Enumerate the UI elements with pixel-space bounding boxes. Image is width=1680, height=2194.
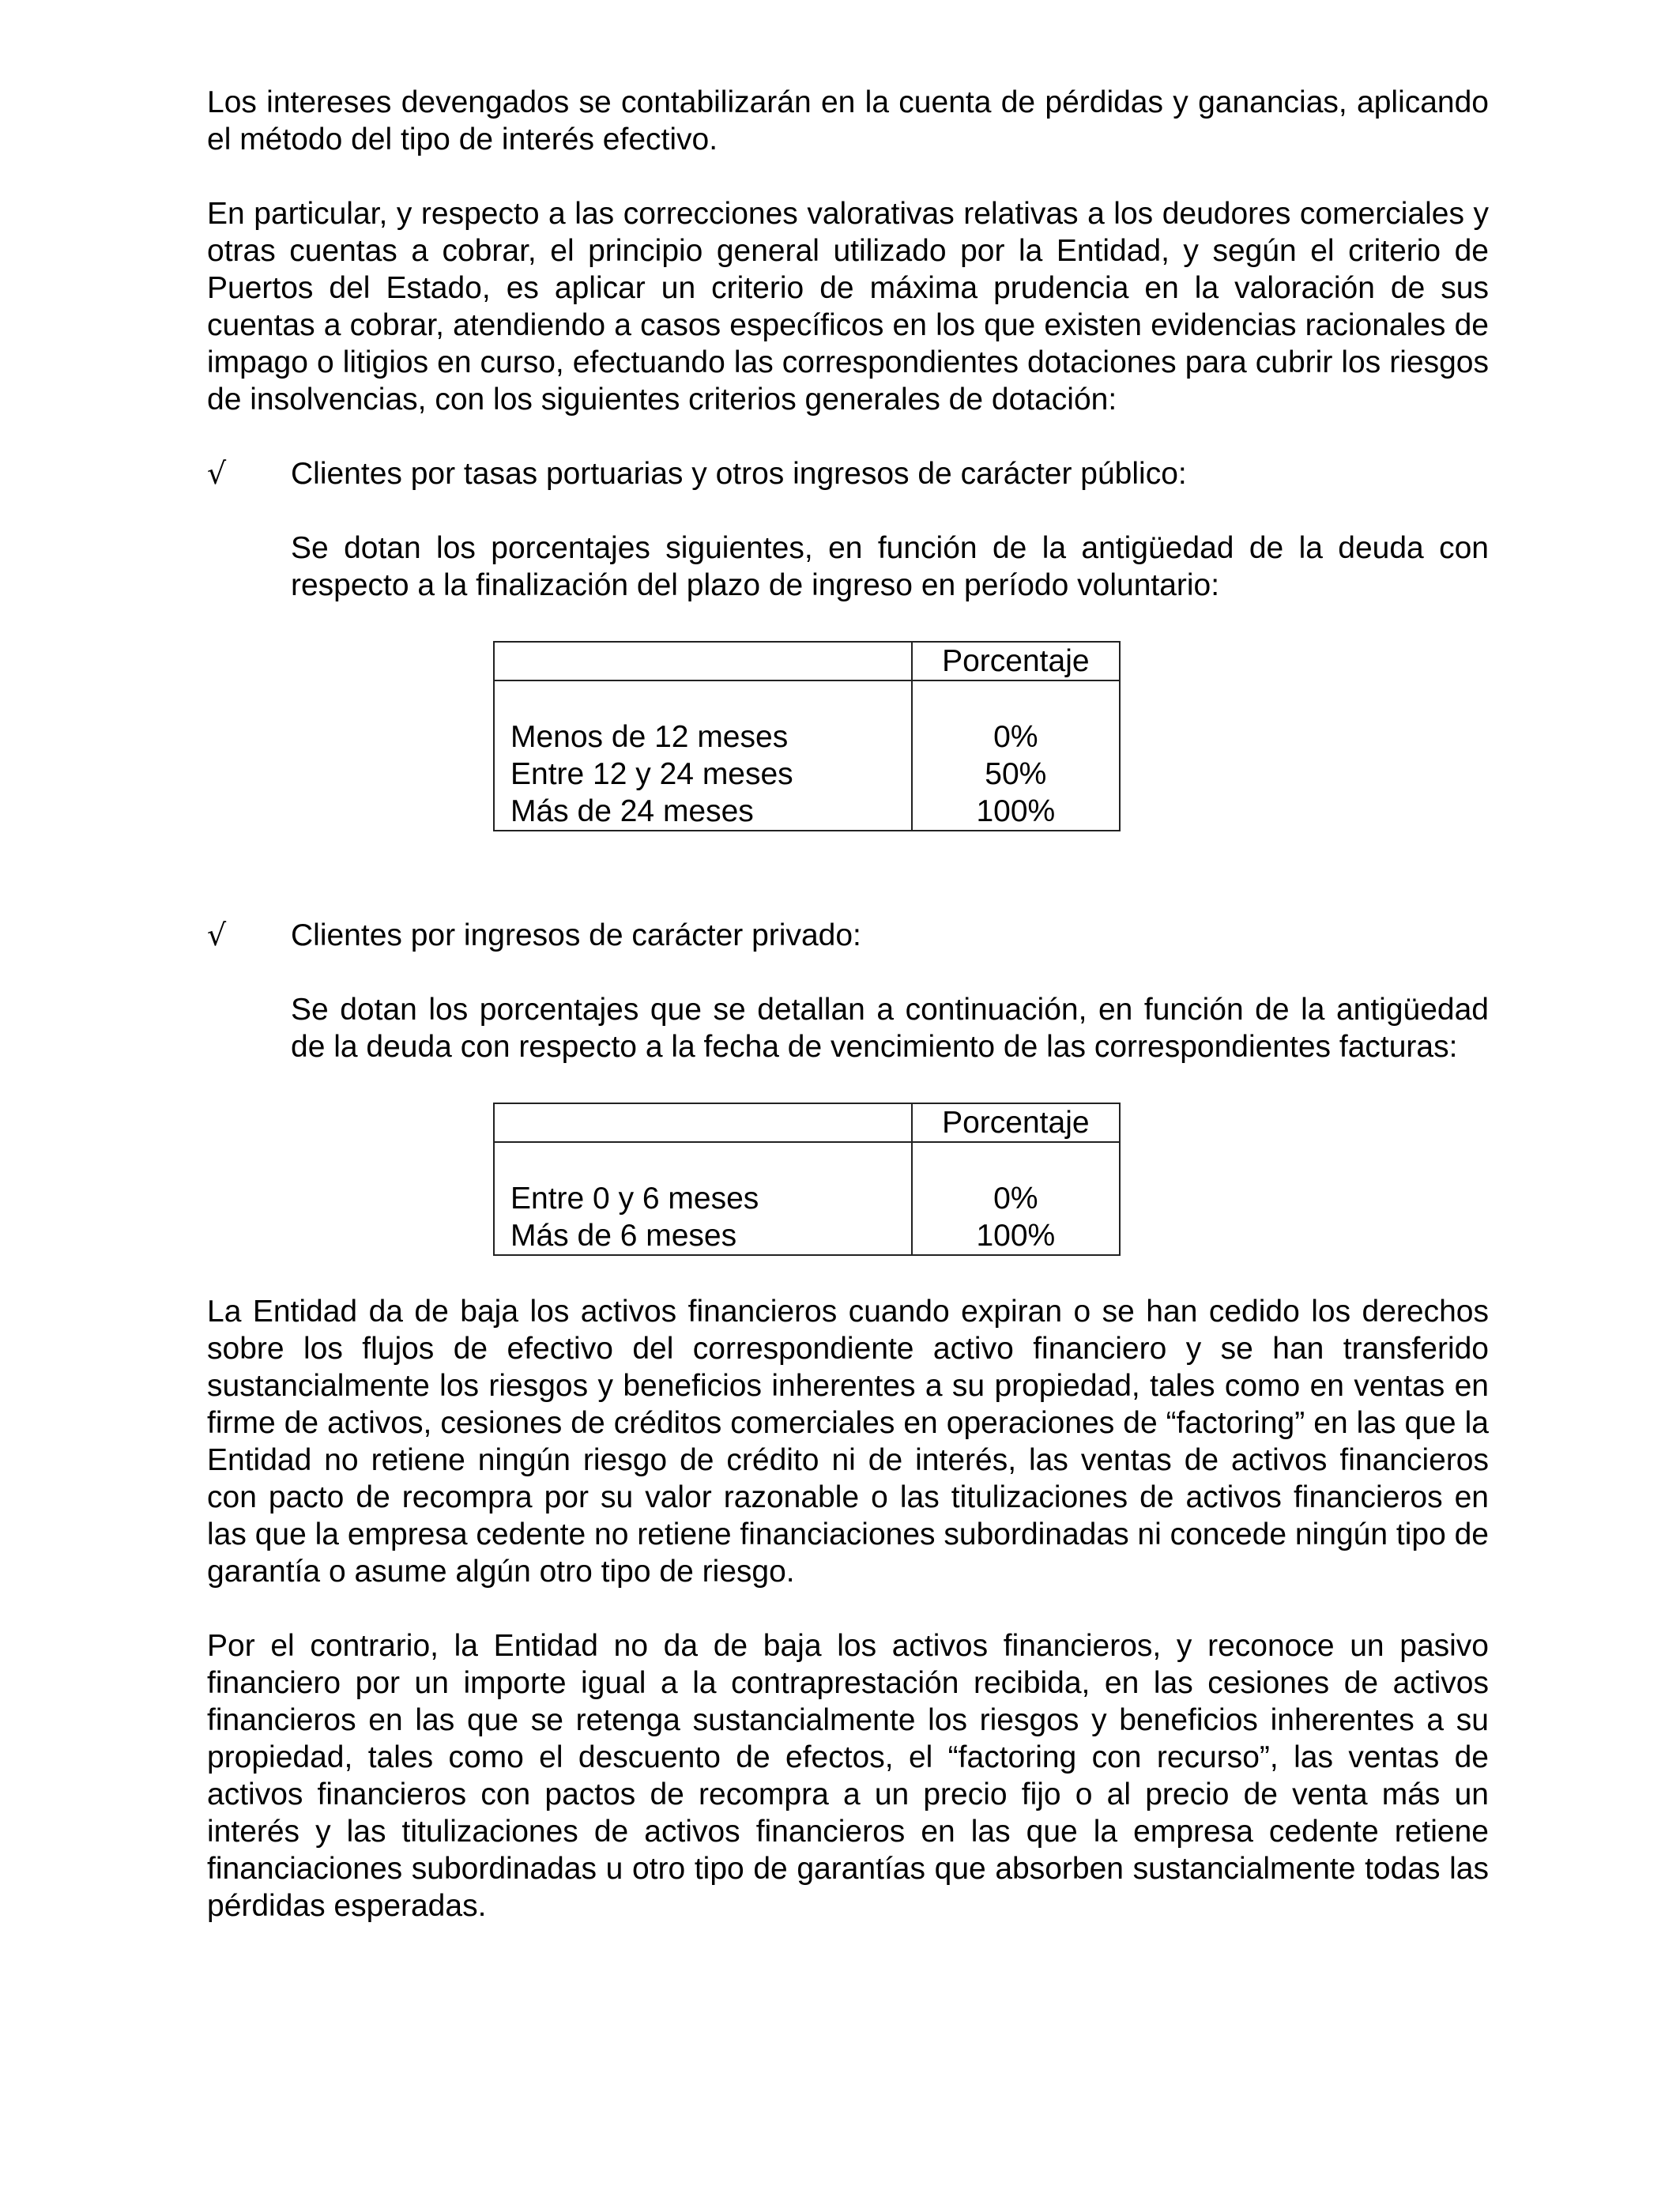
- bullet-clientes-publico: [207, 455, 1489, 604]
- paragraph-intereses: Los intereses devengados se contabilizarán en la cuenta de pérdidas y ganancias, aplicando el método del tipo de interés efectivo.: [207, 85, 1489, 156]
- table-porcentajes-privado: [493, 1103, 1121, 1256]
- table-header-label: Porcentaje: [942, 644, 1090, 678]
- checkmark-bullet-icon: √: [207, 918, 227, 952]
- table-porcentajes-publico: [493, 641, 1121, 831]
- table-header-porcentaje: [912, 1103, 1120, 1142]
- table-row-value: 0%: [993, 1182, 1038, 1216]
- table-row-value: 100%: [976, 794, 1056, 828]
- table-row-label: Más de 24 meses: [510, 794, 754, 828]
- table-row-label: Más de 6 meses: [510, 1219, 737, 1253]
- document-page: [207, 84, 1489, 1924]
- paragraph-no-baja-activos: Por el contrario, la Entidad no da de baja los activos financieros, y reconoce un pasivo financiero por un importe igual a la contraprestación recibida, en las cesiones de activos financieros en las que se retenga sustancialmente los riesgos y beneficios inherentes a su propiedad, tales como el descuento de efectos, el “factoring con recurso”, las ventas de activos financieros con pactos de recompra a un precio fijo o al precio de venta más un interés y las titulizaciones de activos financieros en las que la empresa cedente retiene financiaciones subordinadas u otro tipo de garantías que absorben sustancialmente todas las pérdidas esperadas.: [207, 1629, 1489, 1923]
- bullet-description-publico: Se dotan los porcentajes siguientes, en función de la antigüedad de la deuda con respecto a la finalización del plazo de ingreso en período voluntario:: [291, 531, 1489, 602]
- table-row-value: 0%: [993, 720, 1038, 754]
- table-header-row: [494, 1103, 1120, 1142]
- bullet-title-privado: Clientes por ingresos de carácter privado:: [291, 918, 861, 952]
- table-header-label: Porcentaje: [942, 1106, 1090, 1140]
- table-header-empty-cell: [494, 642, 912, 680]
- bullet-clientes-privado: [207, 917, 1489, 1065]
- table-header-porcentaje: [912, 642, 1120, 680]
- table-value-cell: [912, 1142, 1120, 1255]
- table-body-row: [494, 1142, 1120, 1255]
- paragraph-baja-activos: La Entidad da de baja los activos financieros cuando expiran o se han cedido los derechos sobre los flujos de efectivo del correspondiente activo financiero y se han transferido sustancialmente los riesgos y beneficios inherentes a su propiedad, tales como en ventas en firme de activos, cesiones de créditos comerciales en operaciones de “factoring” en las que la Entidad no retiene ningún riesgo de crédito ni de interés, las ventas de activos financieros con pacto de recompra por su valor razonable o las titulizaciones de activos financieros en las que la empresa cedente no retiene financiaciones subordinadas ni concede ningún tipo de garantía o asume algún otro tipo de riesgo.: [207, 1295, 1489, 1589]
- table-label-cell: [494, 680, 912, 831]
- table-row-label: Entre 12 y 24 meses: [510, 757, 793, 791]
- table-row-label: Entre 0 y 6 meses: [510, 1182, 759, 1216]
- table-value-cell: [912, 680, 1120, 831]
- paragraph-correcciones-valorativas: En particular, y respecto a las correcciones valorativas relativas a los deudores comerciales y otras cuentas a cobrar, el principio general utilizado por la Entidad, y según el criterio de Puertos del Estado, es aplicar un criterio de máxima prudencia en la valoración de sus cuentas a cobrar, atendiendo a casos específicos en los que existen evidencias racionales de impago o litigios en curso, efectuando las correspondientes dotaciones para cubrir los riesgos de insolvencias, con los siguientes criterios generales de dotación:: [207, 197, 1489, 417]
- table-row-value: 50%: [985, 757, 1047, 791]
- table-header-empty-cell: [494, 1103, 912, 1142]
- bullet-description-privado: Se dotan los porcentajes que se detallan a continuación, en función de la antigüedad de la deuda con respecto a la fecha de vencimiento de las correspondientes facturas:: [291, 993, 1489, 1064]
- table-header-row: [494, 642, 1120, 680]
- table-label-cell: [494, 1142, 912, 1255]
- bullet-title-publico: Clientes por tasas portuarias y otros ingresos de carácter público:: [291, 457, 1187, 491]
- table-row-label: Menos de 12 meses: [510, 720, 789, 754]
- checkmark-bullet-icon: √: [207, 456, 227, 491]
- table-body-row: [494, 680, 1120, 831]
- table-row-value: 100%: [976, 1219, 1056, 1253]
